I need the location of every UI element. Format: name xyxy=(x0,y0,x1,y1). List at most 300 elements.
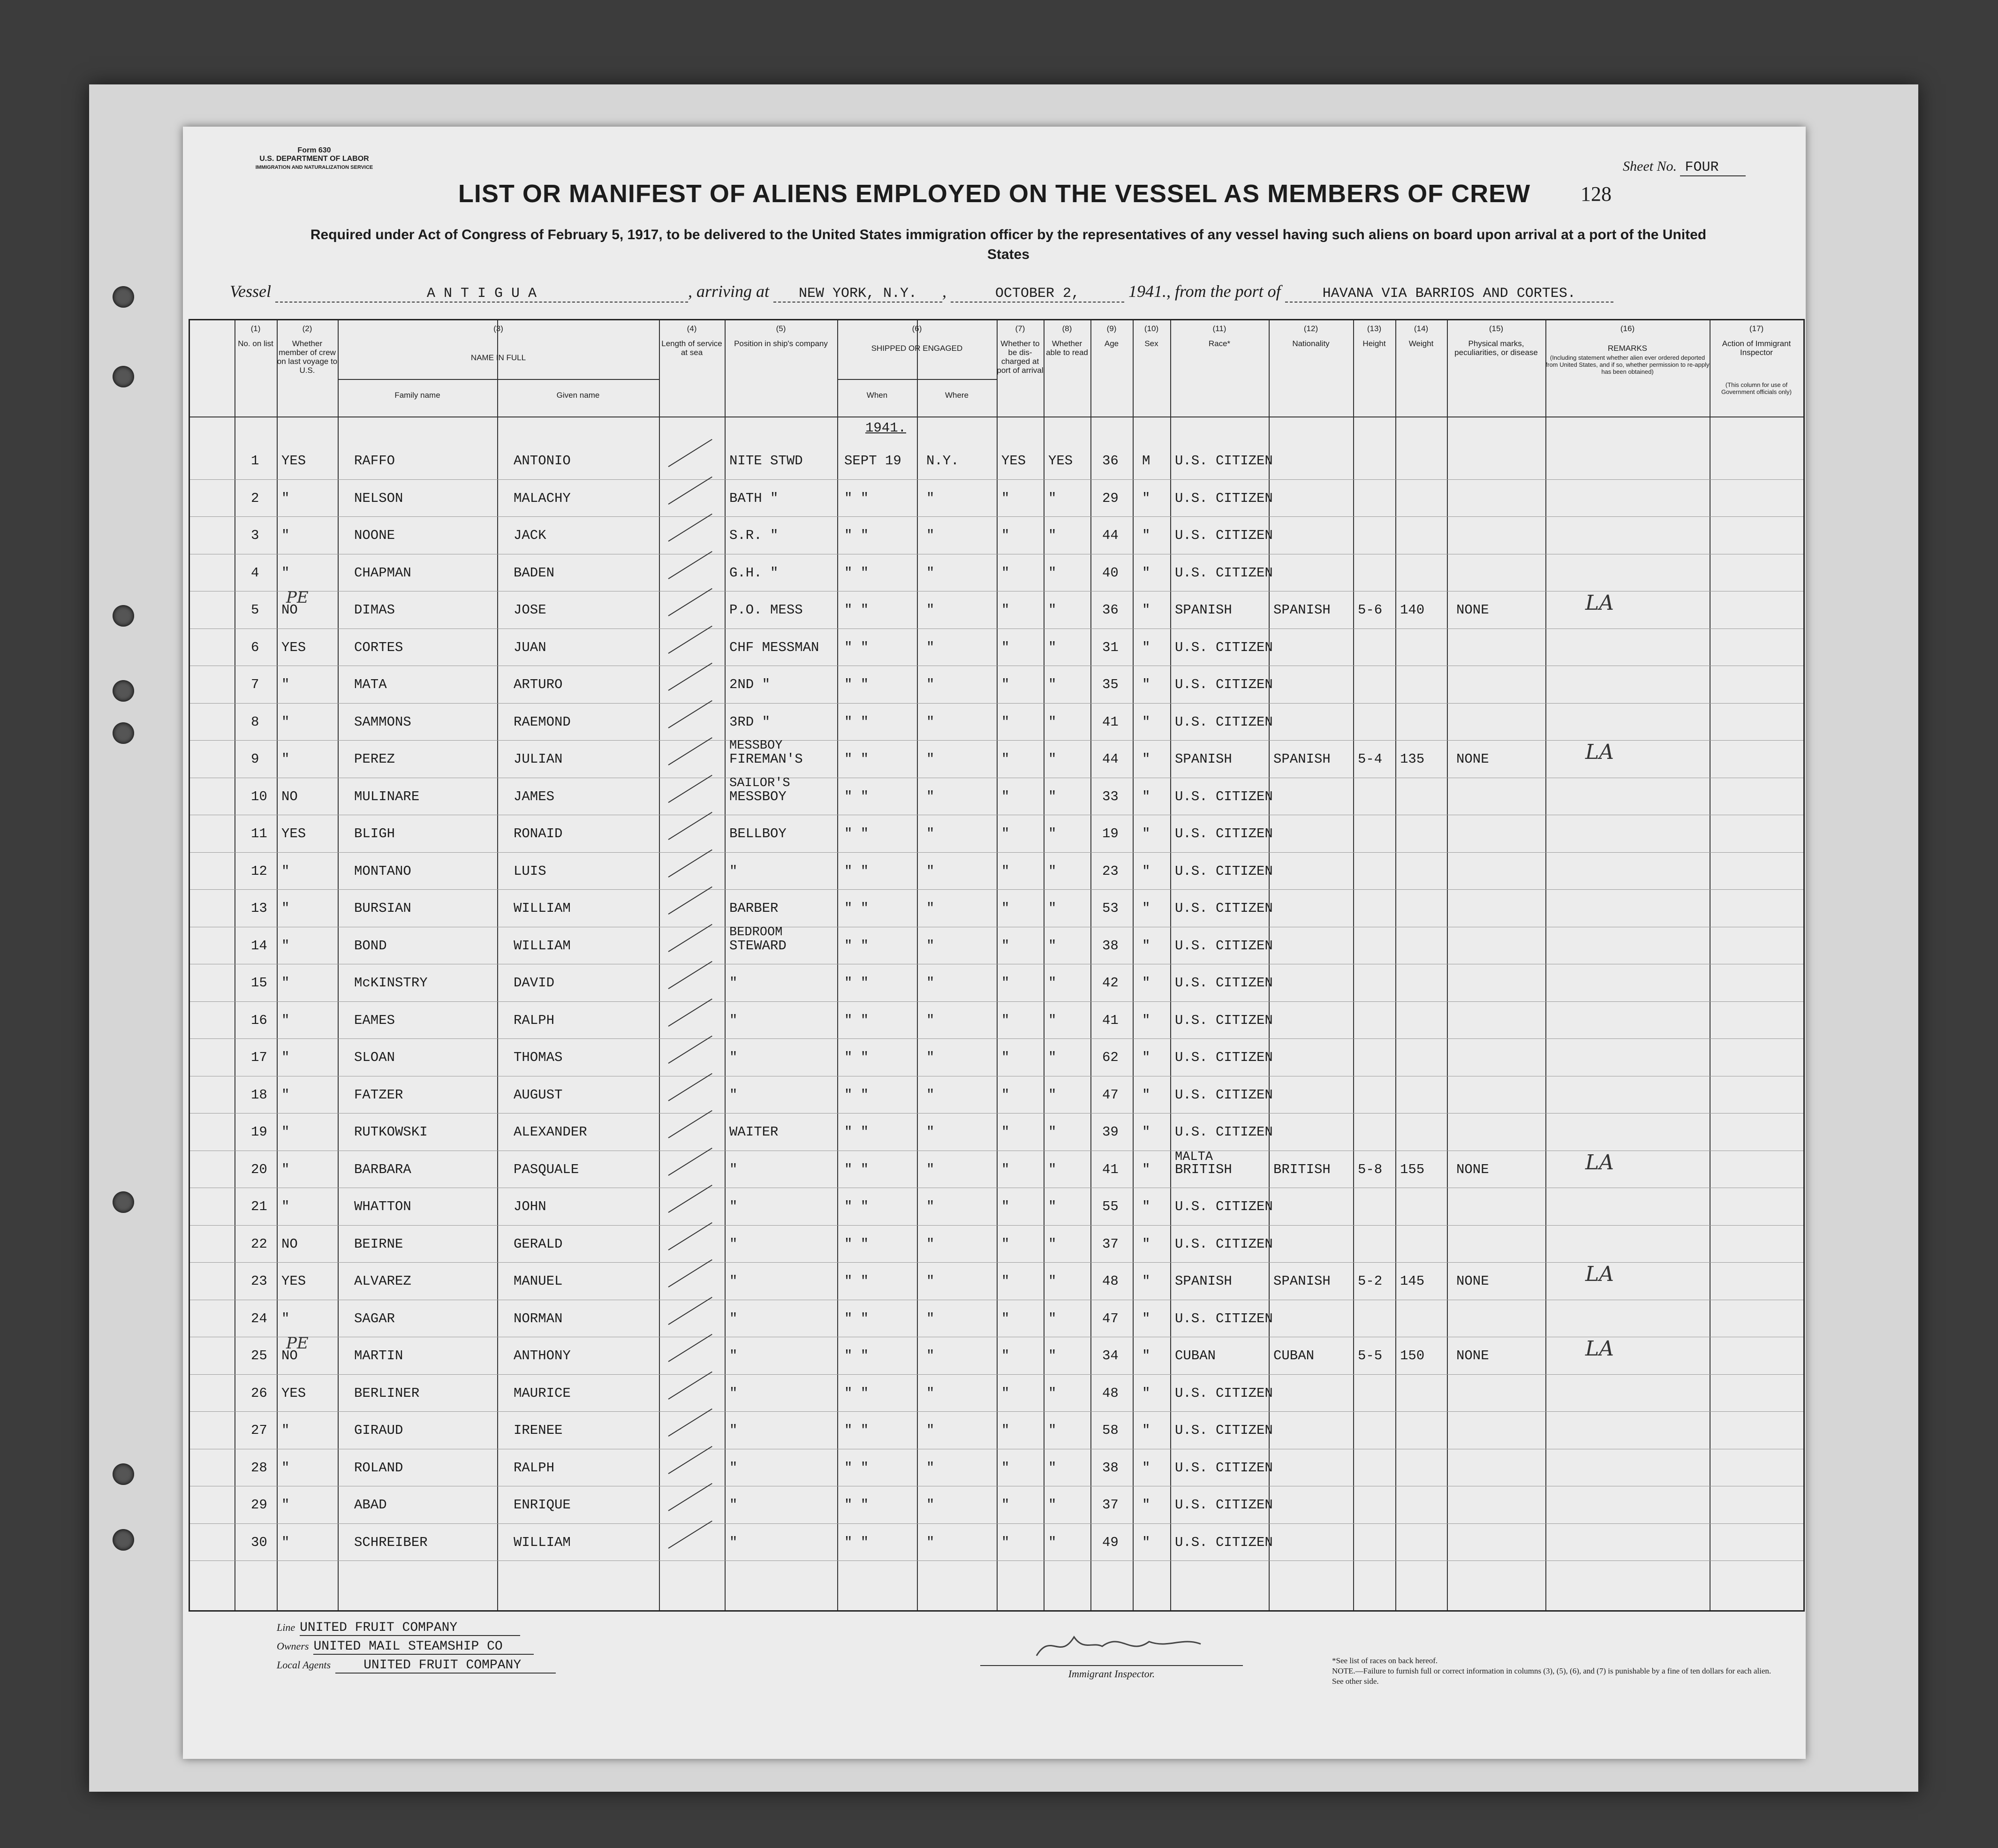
column-number: (17) xyxy=(1749,324,1764,333)
cell-no: 12 xyxy=(251,863,267,879)
cell-race: U.S. CITIZEN xyxy=(1175,1534,1273,1550)
column-rule xyxy=(997,320,998,1610)
cell-position: S.R. " xyxy=(729,528,779,543)
sheet-number: Sheet No. FOUR xyxy=(1623,159,1746,176)
cell-when: " " xyxy=(844,1050,869,1065)
cell-position: " xyxy=(729,1348,738,1363)
cell-race: U.S. CITIZEN xyxy=(1175,1385,1273,1401)
column-header: Race* xyxy=(1208,339,1231,348)
cell-family: ROLAND xyxy=(354,1460,403,1476)
cell-race: U.S. CITIZEN xyxy=(1175,938,1273,954)
cell-family: RAFFO xyxy=(354,453,395,469)
service-tick xyxy=(668,700,712,728)
pe-annotation: PE xyxy=(286,1334,309,1353)
cell-when: " " xyxy=(844,975,869,991)
cell-sex: " xyxy=(1142,602,1150,618)
cell-position: CHF MESSMAN xyxy=(729,639,819,655)
cell-race: U.S. CITIZEN xyxy=(1175,1087,1273,1103)
action-subheader: (This column for use of Government officials only) xyxy=(1721,381,1792,395)
cell-age: 47 xyxy=(1102,1087,1119,1103)
cell-family: BARBARA xyxy=(354,1161,411,1177)
cell-race: U.S. CITIZEN xyxy=(1175,528,1273,543)
cell-last: YES xyxy=(281,1273,306,1289)
column-rule xyxy=(837,320,838,1610)
cell-read: " xyxy=(1048,901,1057,916)
departure-port: HAVANA VIA BARRIOS AND CORTES. xyxy=(1285,286,1613,303)
cell-read: " xyxy=(1048,1385,1057,1401)
cell-sex: " xyxy=(1142,714,1150,730)
cell-no: 4 xyxy=(251,565,259,581)
column-rule xyxy=(338,320,339,1610)
cell-where: N.Y. xyxy=(926,453,959,469)
cell-given: JULIAN xyxy=(514,751,563,767)
cell-family: NELSON xyxy=(354,490,403,506)
cell-age: 37 xyxy=(1102,1497,1119,1513)
cell-age: 62 xyxy=(1102,1050,1119,1065)
column-header: Nationality xyxy=(1292,339,1330,348)
service-tick xyxy=(668,998,712,1026)
cell-last: " xyxy=(281,1050,290,1065)
footer-note xyxy=(1332,1656,1778,1687)
cell-age: 23 xyxy=(1102,863,1119,879)
cell-family: MONTANO xyxy=(354,863,411,879)
cell-read: " xyxy=(1048,1423,1057,1438)
row-rule xyxy=(190,1001,1803,1002)
cell-when: " " xyxy=(844,788,869,804)
cell-sex: " xyxy=(1142,826,1150,841)
cell-when: " " xyxy=(844,751,869,767)
inspector-mark: LA xyxy=(1585,1262,1614,1286)
cell-family: ABAD xyxy=(354,1497,387,1513)
cell-age: 55 xyxy=(1102,1199,1119,1214)
cell-sex: " xyxy=(1142,1050,1150,1065)
cell-no: 29 xyxy=(251,1497,267,1513)
cell-last: " xyxy=(281,1012,290,1028)
cell-no: 18 xyxy=(251,1087,267,1103)
punch-hole xyxy=(113,722,134,744)
service-tick xyxy=(668,774,712,803)
cell-read: " xyxy=(1048,1161,1057,1177)
name-header: NAME IN FULL xyxy=(470,353,526,362)
cell-family: FATZER xyxy=(354,1087,403,1103)
cell-age: 36 xyxy=(1102,453,1119,469)
cell-sex: " xyxy=(1142,1161,1150,1177)
service-tick xyxy=(668,1110,712,1138)
cell-where: " xyxy=(926,1087,935,1103)
subtitle: Required under Act of Congress of February 5, 1917, to be delivered to the United States immigration officer by the representatives of any vessel having such aliens on board upon arrival at a port of the United States xyxy=(310,227,1707,262)
arrival-year: 1941. xyxy=(1128,282,1166,301)
cell-last: " xyxy=(281,1460,290,1476)
cell-read: " xyxy=(1048,1050,1057,1065)
form-header xyxy=(244,146,385,172)
cell-family: SLOAN xyxy=(354,1050,395,1065)
cell-last: " xyxy=(281,565,290,581)
cell-disch: " xyxy=(1001,863,1010,879)
cell-last: " xyxy=(281,938,290,954)
cell-no: 10 xyxy=(251,788,267,804)
cell-given: GERALD xyxy=(514,1236,563,1252)
column-rule xyxy=(1269,320,1270,1610)
cell-where: " xyxy=(926,602,935,618)
cell-race: U.S. CITIZEN xyxy=(1175,714,1273,730)
cell-disch: " xyxy=(1001,1199,1010,1214)
cell-read: " xyxy=(1048,975,1057,991)
cell-sex: " xyxy=(1142,1236,1150,1252)
service-tick xyxy=(668,1259,712,1288)
service-tick xyxy=(668,961,712,989)
punch-hole xyxy=(113,366,134,387)
cell-age: 35 xyxy=(1102,677,1119,692)
cell-last: " xyxy=(281,1087,290,1103)
cell-family: BLIGH xyxy=(354,826,395,841)
cell-no: 24 xyxy=(251,1310,267,1326)
cell-age: 44 xyxy=(1102,751,1119,767)
cell-when: " " xyxy=(844,1348,869,1363)
cell-disch: " xyxy=(1001,1460,1010,1476)
row-rule xyxy=(190,1262,1803,1263)
cell-last: " xyxy=(281,1161,290,1177)
cell-when: " " xyxy=(844,1012,869,1028)
cell-race: U.S. CITIZEN xyxy=(1175,453,1273,469)
cell-read: YES xyxy=(1048,453,1073,469)
row-rule xyxy=(190,740,1803,741)
cell-sex: " xyxy=(1142,528,1150,543)
service-tick xyxy=(668,849,712,877)
cell-age: 49 xyxy=(1102,1534,1119,1550)
cell-read: " xyxy=(1048,528,1057,543)
cell-no: 23 xyxy=(251,1273,267,1289)
cell-disch: " xyxy=(1001,1348,1010,1363)
column-header: Action of Immigrant Inspector xyxy=(1722,339,1791,357)
cell-position-line1: BEDROOM xyxy=(729,925,783,939)
service-tick xyxy=(668,1371,712,1399)
cell-height: 5-5 xyxy=(1358,1348,1383,1363)
cell-when: " " xyxy=(844,1199,869,1214)
cell-sex: " xyxy=(1142,938,1150,954)
service-tick xyxy=(668,663,712,691)
column-header: Length of service at sea xyxy=(661,339,722,357)
column-rule xyxy=(277,320,278,1610)
cell-disch: " xyxy=(1001,714,1010,730)
cell-no: 7 xyxy=(251,677,259,692)
cell-last: " xyxy=(281,1423,290,1438)
cell-no: 2 xyxy=(251,490,259,506)
cell-read: " xyxy=(1048,490,1057,506)
cell-race: U.S. CITIZEN xyxy=(1175,1497,1273,1513)
column-number: (14) xyxy=(1414,324,1429,333)
service: IMMIGRATION AND NATURALIZATION SERVICE xyxy=(255,165,373,170)
cell-sex: " xyxy=(1142,1087,1150,1103)
cell-disch: " xyxy=(1001,1385,1010,1401)
cell-read: " xyxy=(1048,602,1057,618)
row-rule xyxy=(190,516,1803,517)
cell-when: " " xyxy=(844,1236,869,1252)
service-tick xyxy=(668,625,712,653)
cell-where: " xyxy=(926,1199,935,1214)
cell-last: " xyxy=(281,901,290,916)
column-number: (8) xyxy=(1062,324,1072,333)
cell-last: NO xyxy=(281,1236,298,1252)
cell-disch: " xyxy=(1001,1310,1010,1326)
cell-position: " xyxy=(729,1012,738,1028)
cell-family: DIMAS xyxy=(354,602,395,618)
row-rule xyxy=(190,1560,1803,1561)
cell-nat: CUBAN xyxy=(1273,1348,1315,1363)
column-number: (12) xyxy=(1303,324,1318,333)
cell-last: NO xyxy=(281,602,298,618)
service-tick xyxy=(668,1222,712,1250)
remarks-header: REMARKS xyxy=(1607,344,1648,353)
cell-age: 19 xyxy=(1102,826,1119,841)
service-tick xyxy=(668,1520,712,1548)
cell-given: WILLIAM xyxy=(514,901,571,916)
column-number: (15) xyxy=(1489,324,1504,333)
cell-sex: " xyxy=(1142,1460,1150,1476)
column-number: (13) xyxy=(1367,324,1382,333)
cell-nat: SPANISH xyxy=(1273,1273,1331,1289)
row-rule xyxy=(190,703,1803,704)
service-tick xyxy=(668,1334,712,1362)
cell-last: " xyxy=(281,863,290,879)
cell-race-line1: MALTA xyxy=(1175,1150,1213,1164)
cell-disch: " xyxy=(1001,938,1010,954)
given-name-header: Given name xyxy=(556,391,600,400)
column-rule xyxy=(1545,320,1546,1610)
cell-position: " xyxy=(729,1199,738,1214)
cell-sex: " xyxy=(1142,1348,1150,1363)
cell-age: 48 xyxy=(1102,1385,1119,1401)
cell-no: 30 xyxy=(251,1534,267,1550)
cell-sex: " xyxy=(1142,1497,1150,1513)
cell-family: CORTES xyxy=(354,639,403,655)
page-title: LIST OR MANIFEST OF ALIENS EMPLOYED ON THE VESSEL AS MEMBERS OF CREW xyxy=(458,180,1531,208)
cell-age: 44 xyxy=(1102,528,1119,543)
cell-read: " xyxy=(1048,938,1057,954)
cell-family: MARTIN xyxy=(354,1348,403,1363)
manifest-sheet xyxy=(183,127,1806,1759)
cell-last: " xyxy=(281,677,290,692)
cell-family: SAGAR xyxy=(354,1310,395,1326)
cell-given: MALACHY xyxy=(514,490,571,506)
row-rule xyxy=(190,852,1803,853)
cell-race: SPANISH xyxy=(1175,1273,1232,1289)
department: U.S. DEPARTMENT OF LABOR xyxy=(259,155,369,163)
cell-family: EAMES xyxy=(354,1012,395,1028)
cell-sex: " xyxy=(1142,639,1150,655)
page-number: 128 xyxy=(1581,182,1612,205)
where-header: Where xyxy=(945,391,969,400)
cell-when: " " xyxy=(844,938,869,954)
cell-given: DAVID xyxy=(514,975,555,991)
cell-position: " xyxy=(729,863,738,879)
cell-where: " xyxy=(926,788,935,804)
column-header: Position in ship's company xyxy=(734,339,828,348)
cell-given: RALPH xyxy=(514,1460,555,1476)
cell-given: JUAN xyxy=(514,639,546,655)
arrival-port: NEW YORK, N.Y. xyxy=(773,286,942,303)
cell-position: " xyxy=(729,1161,738,1177)
cell-family: SCHREIBER xyxy=(354,1534,428,1550)
cell-family: MULINARE xyxy=(354,788,420,804)
cell-where: " xyxy=(926,639,935,655)
cell-where: " xyxy=(926,1310,935,1326)
cell-when: " " xyxy=(844,1087,869,1103)
remarks-subheader: (Including statement whether alien ever ordered deported from United States, and if so, whether permission to re-apply has been obtained) xyxy=(1545,354,1710,375)
cell-disch: " xyxy=(1001,1012,1010,1028)
cell-race: U.S. CITIZEN xyxy=(1175,639,1273,655)
cell-no: 22 xyxy=(251,1236,267,1252)
column-number: (4) xyxy=(687,324,697,333)
cell-given: MAURICE xyxy=(514,1385,571,1401)
cell-where: " xyxy=(926,1236,935,1252)
row-rule xyxy=(190,1038,1803,1039)
cell-weight: 145 xyxy=(1400,1273,1425,1289)
cell-age: 29 xyxy=(1102,490,1119,506)
cell-marks: NONE xyxy=(1456,751,1489,767)
cell-no: 27 xyxy=(251,1423,267,1438)
cell-read: " xyxy=(1048,1273,1057,1289)
inspector-mark: LA xyxy=(1585,1337,1614,1361)
cell-read: " xyxy=(1048,1124,1057,1140)
cell-race: U.S. CITIZEN xyxy=(1175,1460,1273,1476)
cell-given: RAEMOND xyxy=(514,714,571,730)
cell-sex: " xyxy=(1142,788,1150,804)
cell-no: 3 xyxy=(251,528,259,543)
service-tick xyxy=(668,514,712,542)
cell-read: " xyxy=(1048,1497,1057,1513)
cell-where: " xyxy=(926,1273,935,1289)
punch-hole xyxy=(113,1529,134,1551)
column-rule xyxy=(917,320,918,1610)
cell-no: 16 xyxy=(251,1012,267,1028)
cell-where: " xyxy=(926,1348,935,1363)
cell-no: 9 xyxy=(251,751,259,767)
cell-race: U.S. CITIZEN xyxy=(1175,863,1273,879)
column-rule xyxy=(1090,320,1091,1610)
cell-position: " xyxy=(729,1385,738,1401)
service-tick xyxy=(668,1409,712,1437)
cell-position: STEWARD xyxy=(729,938,787,954)
service-tick xyxy=(668,924,712,952)
cell-sex: " xyxy=(1142,901,1150,916)
cell-read: " xyxy=(1048,1199,1057,1214)
cell-when: " " xyxy=(844,1273,869,1289)
cell-age: 41 xyxy=(1102,1012,1119,1028)
cell-given: LUIS xyxy=(514,863,546,879)
column-number: (2) xyxy=(302,324,312,333)
service-tick xyxy=(668,812,712,840)
cell-position: P.O. MESS xyxy=(729,602,803,618)
column-header: No. on list xyxy=(238,339,273,348)
cell-race: U.S. CITIZEN xyxy=(1175,1012,1273,1028)
cell-family: GIRAUD xyxy=(354,1423,403,1438)
cell-last: " xyxy=(281,1310,290,1326)
inspector-label: Immigrant Inspector. xyxy=(1068,1668,1155,1680)
cell-disch: YES xyxy=(1001,453,1026,469)
cell-height: 5-6 xyxy=(1358,602,1383,618)
service-tick xyxy=(668,1073,712,1101)
cell-read: " xyxy=(1048,1087,1057,1103)
cell-marks: NONE xyxy=(1456,1161,1489,1177)
column-rule xyxy=(1353,320,1354,1610)
cell-family: BURSIAN xyxy=(354,901,411,916)
row-rule xyxy=(190,1523,1803,1524)
cell-family: PEREZ xyxy=(354,751,395,767)
cell-nat: SPANISH xyxy=(1273,602,1331,618)
cell-no: 6 xyxy=(251,639,259,655)
cell-family: WHATTON xyxy=(354,1199,411,1214)
service-tick xyxy=(668,476,712,504)
cell-disch: " xyxy=(1001,677,1010,692)
cell-marks: NONE xyxy=(1456,1348,1489,1363)
row-rule xyxy=(190,479,1803,480)
cell-family: SAMMONS xyxy=(354,714,411,730)
shipped-header: SHIPPED OR ENGAGED xyxy=(871,344,963,353)
cell-age: 37 xyxy=(1102,1236,1119,1252)
cell-weight: 150 xyxy=(1400,1348,1425,1363)
cell-race: U.S. CITIZEN xyxy=(1175,1199,1273,1214)
cell-given: BADEN xyxy=(514,565,555,581)
service-tick xyxy=(668,588,712,616)
cell-height: 5-8 xyxy=(1358,1161,1383,1177)
row-rule xyxy=(190,1225,1803,1226)
cell-race: U.S. CITIZEN xyxy=(1175,901,1273,916)
cell-age: 41 xyxy=(1102,1161,1119,1177)
cell-no: 13 xyxy=(251,901,267,916)
cell-position: BATH " xyxy=(729,490,779,506)
cell-last: " xyxy=(281,1124,290,1140)
column-rule xyxy=(1170,320,1171,1610)
cell-given: ARTURO xyxy=(514,677,563,692)
cell-when: " " xyxy=(844,1423,869,1438)
cell-given: JAMES xyxy=(514,788,555,804)
cell-weight: 155 xyxy=(1400,1161,1425,1177)
cell-disch: " xyxy=(1001,1497,1010,1513)
cell-race: U.S. CITIZEN xyxy=(1175,788,1273,804)
cell-no: 8 xyxy=(251,714,259,730)
cell-position: MESSBOY xyxy=(729,788,787,804)
cell-when: " " xyxy=(844,565,869,581)
cell-disch: " xyxy=(1001,490,1010,506)
cell-age: 38 xyxy=(1102,1460,1119,1476)
cell-disch: " xyxy=(1001,751,1010,767)
cell-given: JOHN xyxy=(514,1199,546,1214)
cell-sex: " xyxy=(1142,1199,1150,1214)
cell-position: BARBER xyxy=(729,901,779,916)
cell-last: " xyxy=(281,975,290,991)
cell-last: NO xyxy=(281,1348,298,1363)
cell-read: " xyxy=(1048,714,1057,730)
service-tick xyxy=(668,439,712,467)
cell-when: " " xyxy=(844,826,869,841)
cell-family: RUTKOWSKI xyxy=(354,1124,428,1140)
cell-sex: M xyxy=(1142,453,1150,469)
cell-no: 5 xyxy=(251,602,259,618)
cell-read: " xyxy=(1048,639,1057,655)
cell-given: ENRIQUE xyxy=(514,1497,571,1513)
column-header: Height xyxy=(1362,339,1386,348)
cell-where: " xyxy=(926,901,935,916)
cell-when: " " xyxy=(844,639,869,655)
cell-position: 3RD " xyxy=(729,714,771,730)
cell-race: U.S. CITIZEN xyxy=(1175,1124,1273,1140)
vessel-name: A N T I G U A xyxy=(275,286,688,303)
when-header: When xyxy=(866,391,888,400)
cell-read: " xyxy=(1048,1310,1057,1326)
punch-hole xyxy=(113,1463,134,1485)
cell-disch: " xyxy=(1001,1273,1010,1289)
cell-position: BELLBOY xyxy=(729,826,787,841)
